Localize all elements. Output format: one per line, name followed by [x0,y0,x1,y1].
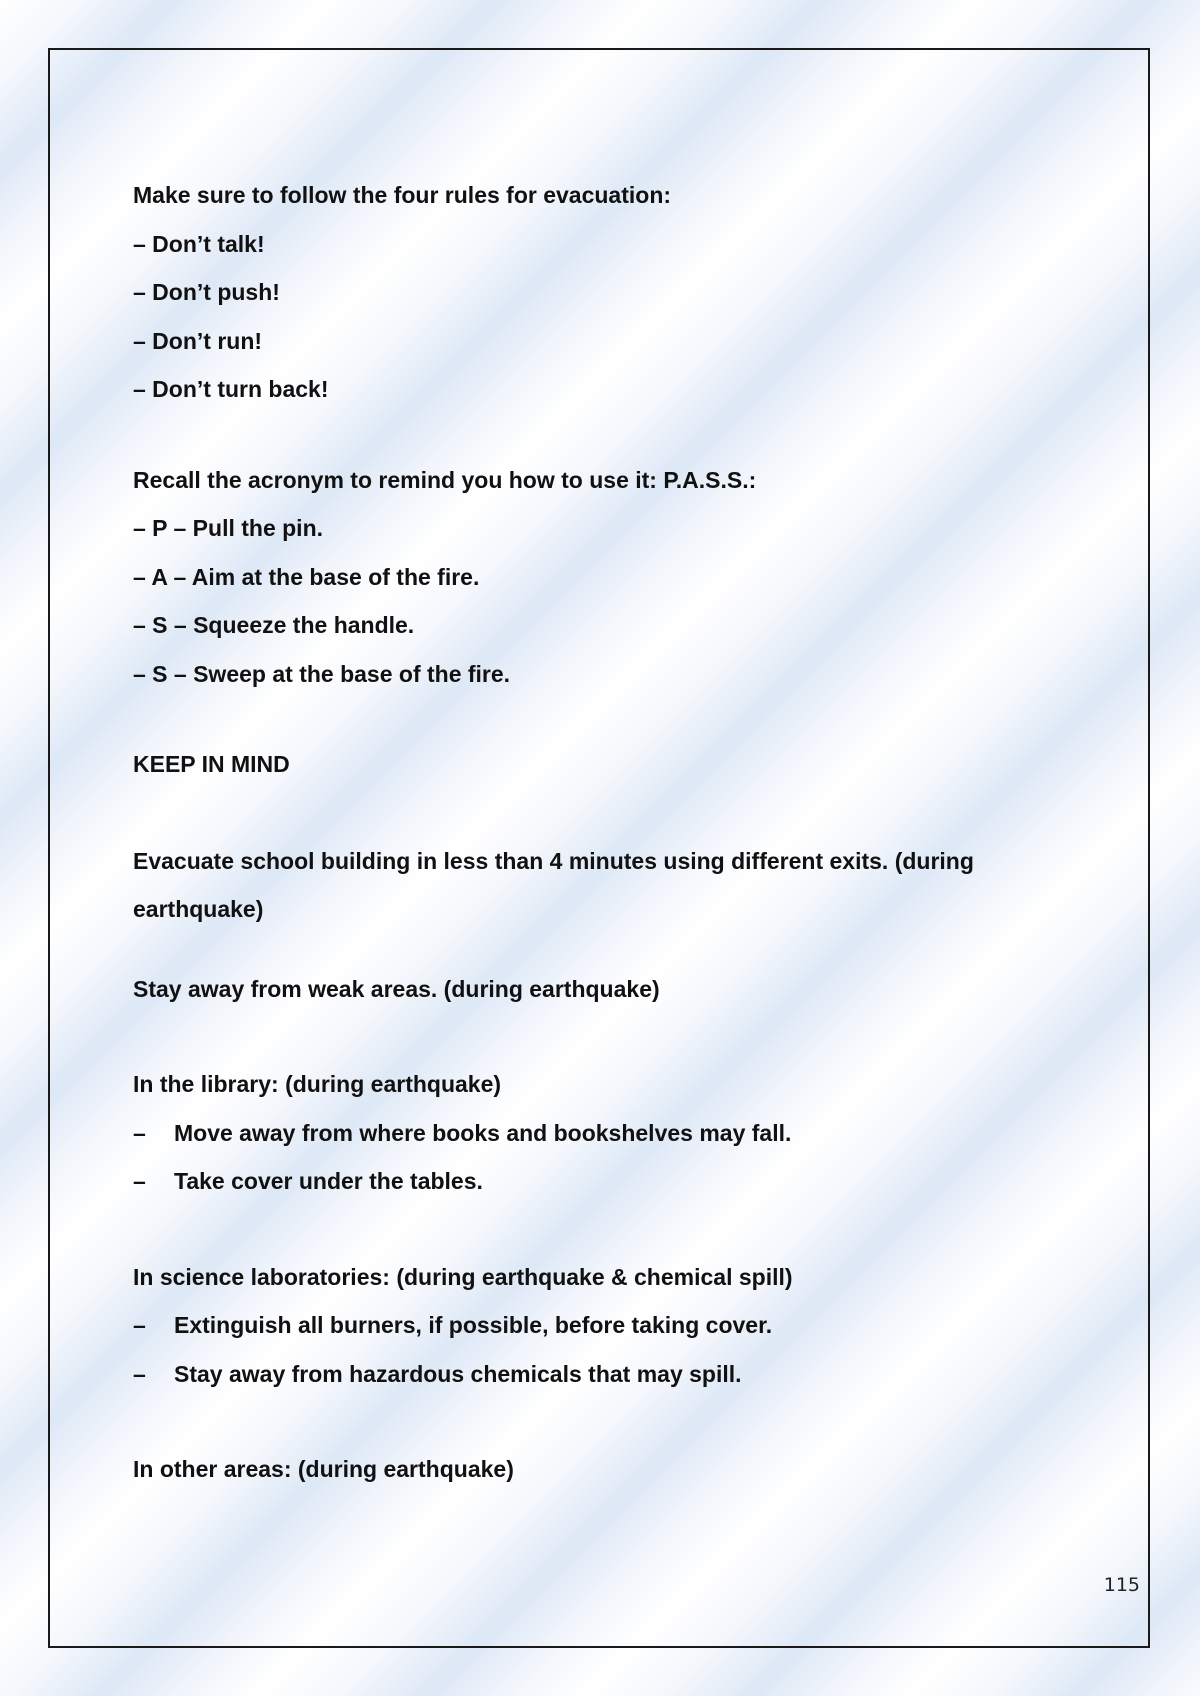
dash-marker: – [133,1119,146,1146]
pass-intro: Recall the acronym to remind you how to use it: P.A.S.S.: [133,466,757,493]
evacuate-paragraph: Evacuate school building in less than 4 minutes using different exits. (during earthquake) [133,847,974,922]
dash-marker: – [133,1312,146,1338]
library-heading: In the library: (during earthquake) [133,1071,502,1097]
spacer [133,421,1053,463]
science-labs-item-text: Stay away from hazardous chemicals that may spill. [174,1360,742,1387]
page-number: 115 [1103,1574,1140,1596]
dash-marker: – [133,1360,146,1387]
evacuation-rule: – Don’t run! [133,327,263,354]
spacer [133,1213,1053,1260]
evacuation-intro: Make sure to follow the four rules for evacuation: [133,182,672,208]
spacer [133,934,1053,972]
spacer [133,705,1053,747]
spacer [133,1405,1053,1452]
science-labs-item-text: Extinguish all burners, if possible, before taking cover. [174,1312,773,1338]
library-item-text: Take cover under the tables. [174,1168,483,1194]
weak-areas-paragraph: Stay away from weak areas. (during earthquake) [133,975,660,1002]
dash-marker: – [133,1168,146,1194]
spacer [133,1020,1053,1067]
evacuation-rule: – Don’t talk! [133,230,265,257]
keep-in-mind-heading: KEEP IN MIND [133,751,290,777]
science-labs-heading: In science laboratories: (during earthquake & chemical spill) [133,1263,793,1290]
evacuation-rule: – Don’t turn back! [133,376,329,402]
science-labs-item [133,1357,1053,1406]
pass-step: – S – Squeeze the handle. [133,612,415,638]
library-item [133,1164,1053,1213]
evacuation-rule: – Don’t push! [133,279,280,305]
page-content [133,178,1053,1501]
pass-step: – P – Pull the pin. [133,515,324,541]
science-labs-item [133,1308,1053,1357]
library-item [133,1116,1053,1165]
pass-step: – A – Aim at the base of the fire. [133,563,480,590]
other-areas-heading: In other areas: (during earthquake) [133,1456,514,1482]
library-item-text: Move away from where books and bookshelves may fall. [174,1119,792,1146]
pass-step: – S – Sweep at the base of the fire. [133,660,511,687]
